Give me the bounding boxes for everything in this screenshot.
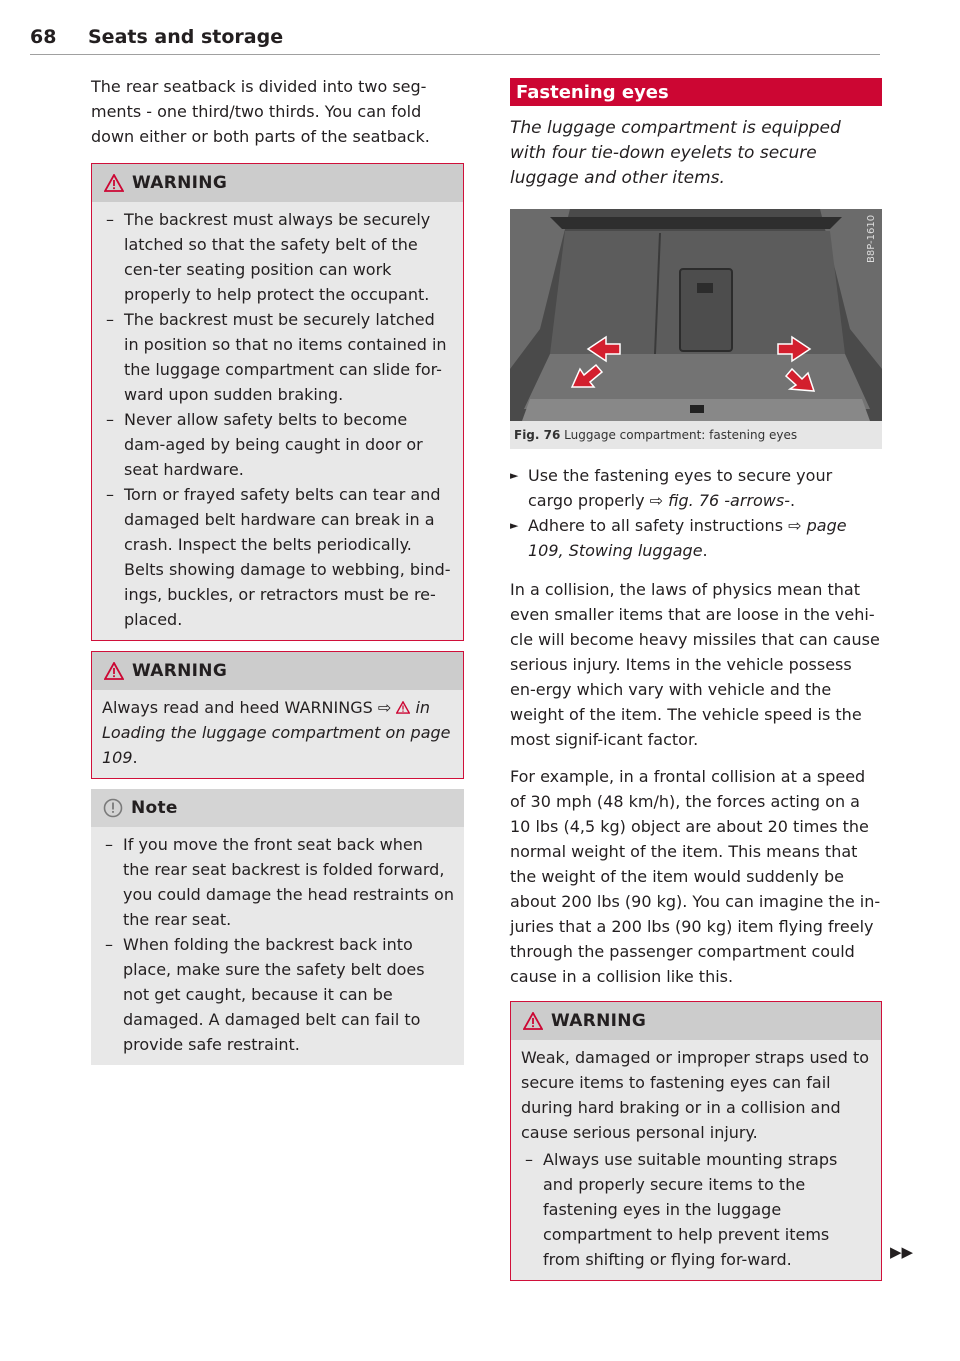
list-item: – If you move the front seat back when the rear seat backrest is folded forward, you could damage the head restraints on the rear seat.: [101, 832, 454, 932]
figure-caption-text: Luggage compartment: fastening eyes: [564, 428, 798, 442]
warning-triangle-icon: [104, 174, 124, 192]
left-column: [91, 74, 464, 1075]
body-paragraph: In a collision, the laws of physics mean that even smaller items that are loose in the vehi-cle will become heavy missiles that can cause serious injury. Items in the vehicle possess en-ergy which vary with vehicle and the weight of the item. The vehicle speed is the most signif-icant factor.: [510, 580, 880, 749]
luggage-compartment-illustration: [510, 209, 882, 421]
body-paragraph: For example, in a frontal collision at a speed of 30 mph (48 km/h), the forces acting on a 10 lbs (4,5 kg) object are about 20 times the normal weight of the item. This means that the weight of the item would suddenly be about 200 lbs (90 kg). You can imagine the in-juries that a 200 lbs (90 kg) item flying freely through the passenger compartment could cause in a collision like this.: [510, 767, 881, 986]
warning-header: [92, 164, 463, 202]
list-item: – Always use suitable mounting straps and properly secure items to the fastening eyes in the luggage compartment to help prevent items from shifting or flying for-ward.: [521, 1147, 871, 1272]
step-text-end: .: [702, 541, 708, 560]
list-item: [510, 513, 882, 563]
step-text: Adhere to all safety instructions ⇨: [528, 516, 807, 535]
warning-triangle-icon: [396, 701, 410, 714]
warning-title: WARNING: [132, 660, 228, 681]
list-item: – Torn or frayed safety belts can tear and damaged belt hardware can break in a crash. Inspect the belts periodically. Belts showing damage to webbing, bind-ings, buckles, or retractors must be re-placed.: [102, 482, 453, 632]
warning-box-seatbelts: [91, 163, 464, 641]
cross-reference-link[interactable]: in Loading the luggage compartment on page 109: [102, 698, 451, 767]
warning-text: Weak, damaged or improper straps used to secure items to fastening eyes can fail during hard braking or in a collision and cause serious personal injury.: [521, 1048, 870, 1142]
page-reference-link[interactable]: page 109, Stowing luggage: [528, 516, 847, 560]
warning-list: [521, 1147, 871, 1272]
list-item: – The backrest must always be securely latched so that the safety belt of the cen-ter seating position can work properly to help protect the occupant.: [102, 207, 453, 307]
warning-box-loading: [91, 651, 464, 779]
note-box: [91, 789, 464, 1065]
info-circle-icon: [103, 798, 123, 818]
step-text-end: .: [790, 491, 796, 510]
warning-list: [102, 207, 453, 632]
list-item: – When folding the backrest back into place, make sure the safety belt does not get caught, because it can be damaged. A damaged belt can fail to provide safe restraint.: [101, 932, 454, 1057]
warning-triangle-icon: [523, 1012, 543, 1030]
warning-header: [511, 1002, 881, 1040]
step-text: Use the fastening eyes to secure your cargo properly ⇨: [528, 466, 833, 510]
instruction-steps: [510, 463, 882, 563]
section-heading: Fastening eyes: [510, 78, 882, 106]
list-item: – Never allow safety belts to become dam-aged by being caught in door or seat hardware.: [102, 407, 453, 482]
warning-text-end: .: [132, 748, 138, 767]
figure-76: [510, 209, 882, 449]
figure-reference-link[interactable]: fig. 76 -arrows-: [668, 491, 790, 510]
list-item: – The backrest must be securely latched in position so that no items contained in the luggage compartment can slide for-ward upon sudden braking.: [102, 307, 453, 407]
list-item: [510, 463, 882, 513]
warning-text-start: Always read and heed WARNINGS ⇨: [102, 698, 397, 717]
note-title: Note: [131, 797, 178, 818]
warning-box-straps: [510, 1001, 882, 1281]
page-number: 68: [30, 26, 57, 48]
warning-text: [102, 695, 453, 770]
note-list: [101, 832, 454, 1057]
right-column: [510, 78, 882, 1291]
warning-title: WARNING: [551, 1010, 647, 1031]
section-title: Seats and storage: [88, 26, 284, 48]
page-header: [30, 24, 880, 55]
warning-title: WARNING: [132, 172, 228, 193]
note-header: [91, 789, 464, 827]
figure-code: B8P-1610: [866, 214, 877, 263]
continue-arrow-icon: ▶▶: [890, 1243, 914, 1261]
warning-header: [92, 652, 463, 690]
figure-caption: [510, 421, 882, 449]
warning-triangle-icon: [104, 662, 124, 680]
figure-label: Fig. 76: [514, 428, 561, 442]
lead-paragraph: The luggage compartment is equipped with four tie-down eyelets to secure luggage and other items.: [510, 118, 841, 188]
intro-paragraph: The rear seatback is divided into two seg-ments - one third/two thirds. You can fold down either or both parts of the seatback.: [91, 77, 430, 146]
